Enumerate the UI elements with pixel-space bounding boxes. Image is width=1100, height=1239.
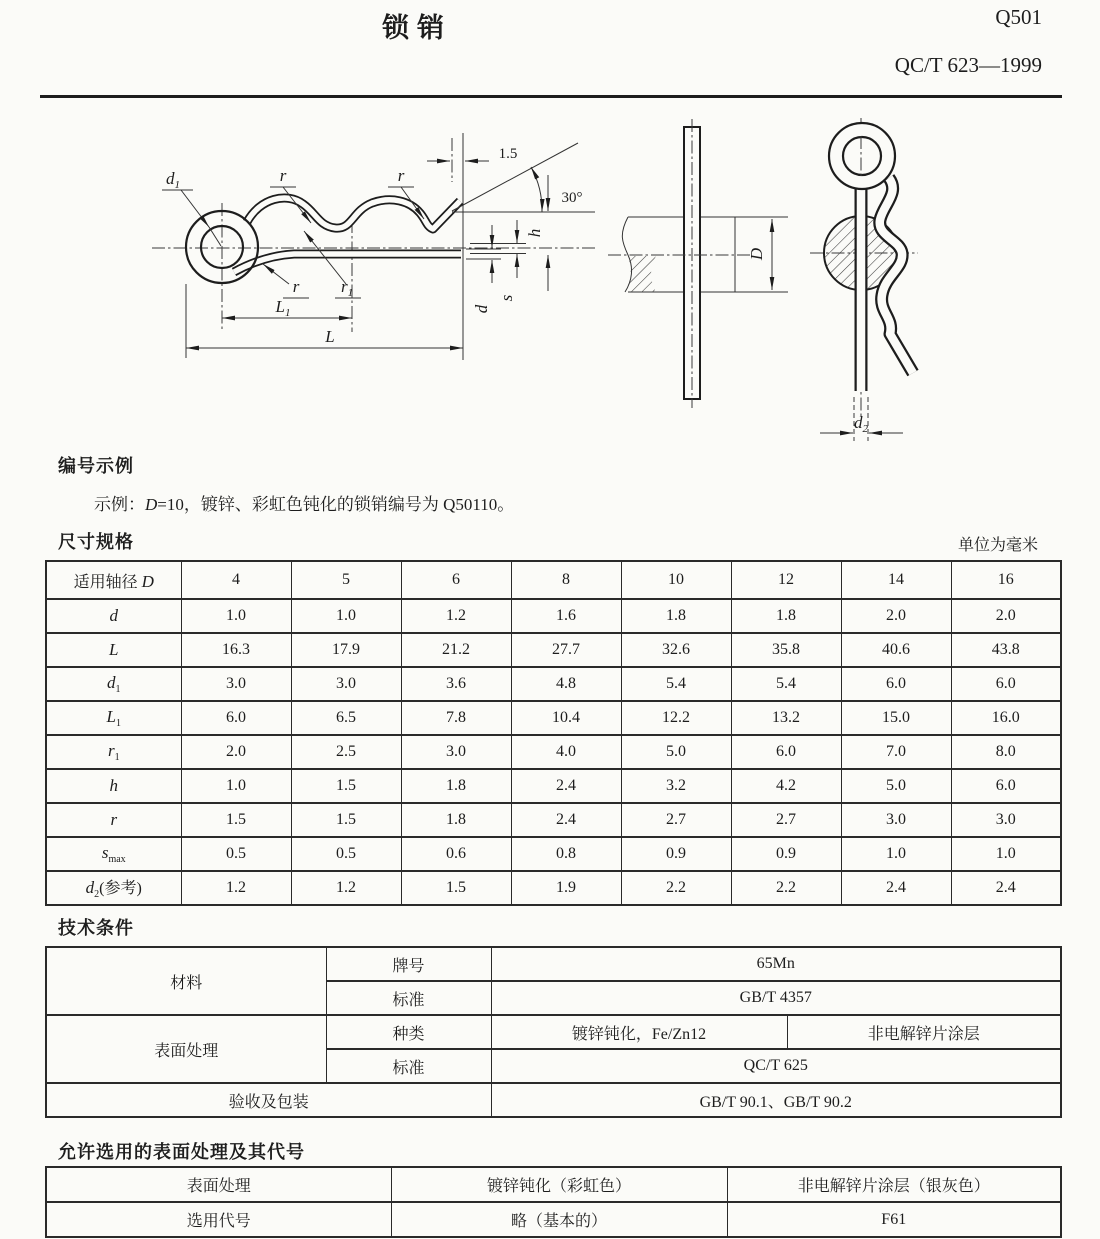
dim-cell: 2.4: [511, 769, 621, 803]
dim-cell: 5.4: [621, 667, 731, 701]
dim-row: [46, 769, 1061, 803]
standard-number: QC/T 623—1999: [894, 53, 1042, 77]
dim-row-label: $d_2$(参考): [46, 871, 181, 905]
dim-cell: 27.7: [511, 633, 621, 667]
dim-cell: 0.8: [511, 837, 621, 871]
dim-cell: 6.0: [181, 701, 291, 735]
table-row: [46, 1015, 1061, 1049]
h-label: h: [525, 228, 544, 238]
material-std-value-cell: GB/T 4357: [491, 981, 1061, 1015]
dim-row-label: r: [46, 803, 181, 837]
r-label: r: [397, 166, 405, 185]
dim-header-value: 8: [511, 561, 621, 599]
dim-cell: 32.6: [621, 633, 731, 667]
section-heading-numbering: 编号示例: [58, 456, 134, 476]
header-divider: [40, 95, 1062, 98]
dim-cell: 35.8: [731, 633, 841, 667]
dim-cell: 16.0: [951, 701, 1061, 735]
side-view: [152, 133, 598, 360]
r1-label: $r_1$: [340, 277, 354, 299]
dim-cell: 1.0: [181, 599, 291, 633]
dim-cell: 16.3: [181, 633, 291, 667]
material-label-cell: 材料: [46, 947, 326, 1015]
dim-row-label: $d_1$: [46, 667, 181, 701]
dim-header-value: 10: [621, 561, 731, 599]
dim-header-value: 6: [401, 561, 511, 599]
installed-front-view: [810, 118, 918, 441]
table-row: [46, 947, 1061, 981]
dim-cell: 5.0: [621, 735, 731, 769]
dim-row: [46, 803, 1061, 837]
dim-cell: 1.8: [401, 769, 511, 803]
dim-row: [46, 735, 1061, 769]
D-label: D: [747, 247, 766, 261]
dim-cell: 1.0: [951, 837, 1061, 871]
doc-code: Q501: [995, 5, 1042, 29]
dim-cell: 1.0: [181, 769, 291, 803]
dim-cell: 1.0: [841, 837, 951, 871]
dim-cell: 15.0: [841, 701, 951, 735]
dim-cell: 1.6: [511, 599, 621, 633]
dim-cell: 1.9: [511, 871, 621, 905]
dim-cell: 3.0: [181, 667, 291, 701]
d-label: d: [472, 304, 491, 314]
dim-cell: 2.7: [621, 803, 731, 837]
dim-header-value: 14: [841, 561, 951, 599]
codes-header-cell: 表面处理: [46, 1167, 391, 1202]
dim-cell: 5.4: [731, 667, 841, 701]
dim-row: [46, 701, 1061, 735]
dim-cell: 13.2: [731, 701, 841, 735]
s-label: s: [497, 294, 516, 302]
d1-label: $d_1$: [166, 169, 180, 191]
leader-line: [181, 190, 209, 227]
dim-cell: 2.0: [951, 599, 1061, 633]
dim-cell: 3.0: [401, 735, 511, 769]
grade-key-cell: 牌号: [326, 947, 491, 981]
dim-row: [46, 633, 1061, 667]
dim-cell: 2.5: [291, 735, 401, 769]
eye-loop-inner: [843, 137, 881, 175]
dim-row: [46, 871, 1061, 905]
section-heading-surface-codes: 允许选用的表面处理及其代号: [58, 1142, 305, 1162]
codes-header-cell: 非电解锌片涂层（银灰色）: [727, 1167, 1061, 1202]
dim-cell: 7.8: [401, 701, 511, 735]
leader-line: [263, 264, 289, 284]
dim-cell: 7.0: [841, 735, 951, 769]
surface-type-value-cell: 非电解锌片涂层: [787, 1015, 1061, 1049]
codes-value-cell: 选用代号: [46, 1202, 391, 1237]
codes-value-cell: F61: [727, 1202, 1061, 1237]
section-heading-dimensions: 尺寸规格: [58, 532, 134, 552]
dim-row-label: $s_{max}$: [46, 837, 181, 871]
dim-cell: 1.2: [291, 871, 401, 905]
table-row: [46, 1083, 1061, 1117]
dim-table-body: [46, 561, 1061, 905]
angle-arc: [531, 167, 542, 212]
dim-cell: 1.5: [401, 871, 511, 905]
d2-label: $d_2$: [854, 413, 868, 435]
dimension-table: [45, 560, 1062, 906]
dim-cell: 1.5: [291, 803, 401, 837]
dim-header-value: 4: [181, 561, 291, 599]
technical-conditions-table: [45, 946, 1062, 1118]
acceptance-label-cell: 验收及包装: [46, 1083, 491, 1117]
angle-label: 30°: [561, 190, 583, 206]
installed-side-view: [608, 119, 788, 408]
surface-std-value-cell: QC/T 625: [491, 1049, 1061, 1083]
dim-cell: 4.8: [511, 667, 621, 701]
dim-cell: 2.0: [181, 735, 291, 769]
r-label: r: [279, 166, 287, 185]
dim-header-row: [46, 561, 1061, 599]
dim-cell: 0.9: [621, 837, 731, 871]
dim-cell: 6.0: [841, 667, 951, 701]
table-row: [46, 1202, 1061, 1237]
unit-note: 单位为毫米: [957, 537, 1038, 554]
section-hatch: [625, 256, 656, 292]
dim-cell: 2.4: [841, 871, 951, 905]
dim-cell: 1.5: [291, 769, 401, 803]
surface-type-key-cell: 种类: [326, 1015, 491, 1049]
dim-cell: 4.2: [731, 769, 841, 803]
dim-cell: 2.4: [511, 803, 621, 837]
dim-cell: 43.8: [951, 633, 1061, 667]
technical-drawing: [0, 103, 1100, 448]
dim-cell: 3.0: [841, 803, 951, 837]
dim-cell: 21.2: [401, 633, 511, 667]
dim-header-label: 适用轴径 D: [46, 561, 181, 599]
dim-row: [46, 667, 1061, 701]
dim-cell: 3.2: [621, 769, 731, 803]
dim-cell: 10.4: [511, 701, 621, 735]
variable-D: D: [145, 495, 158, 514]
dim-cell: 1.0: [291, 599, 401, 633]
L1-label: $L_1$: [275, 297, 291, 319]
dim-cell: 1.5: [181, 803, 291, 837]
grade-value-cell: 65Mn: [491, 947, 1061, 981]
dim-cell: 1.8: [621, 599, 731, 633]
dim-cell: 0.5: [291, 837, 401, 871]
dim-cell: 0.9: [731, 837, 841, 871]
dim-row-label: $r_1$: [46, 735, 181, 769]
dim-cell: 2.2: [621, 871, 731, 905]
dim-cell: 17.9: [291, 633, 401, 667]
surface-std-key-cell: 标准: [326, 1049, 491, 1083]
dim-row: [46, 837, 1061, 871]
dim-cell: 3.6: [401, 667, 511, 701]
dim-cell: 6.5: [291, 701, 401, 735]
dim-row-label: h: [46, 769, 181, 803]
dim-cell: 6.0: [731, 735, 841, 769]
dim-header-value: 16: [951, 561, 1061, 599]
dim-row-label: $L_1$: [46, 701, 181, 735]
L-label: L: [325, 327, 335, 346]
surface-codes-table: [45, 1166, 1062, 1238]
dim-cell: 1.2: [181, 871, 291, 905]
dim-row-label: L: [46, 633, 181, 667]
dim-cell: 2.2: [731, 871, 841, 905]
dim-cell: 6.0: [951, 769, 1061, 803]
codes-value-cell: 略（基本的）: [391, 1202, 727, 1237]
section-heading-technical: 技术条件: [58, 918, 134, 938]
dim-row: [46, 599, 1061, 633]
dim-cell: 1.8: [401, 803, 511, 837]
dim-cell: 2.4: [951, 871, 1061, 905]
dim-cell: 6.0: [951, 667, 1061, 701]
surface-label-cell: 表面处理: [46, 1015, 326, 1083]
dim-cell: 2.7: [731, 803, 841, 837]
dim-cell: 3.0: [951, 803, 1061, 837]
dim-cell: 1.2: [401, 599, 511, 633]
numbering-example-text: 示例：D=10，镀锌、彩虹色钝化的锁销编号为 Q50110。: [94, 495, 515, 514]
page-title: 锁销: [382, 13, 452, 43]
table-row: [46, 1167, 1061, 1202]
surface-type-value-cell: 镀锌钝化，Fe/Zn12: [491, 1015, 787, 1049]
dim-cell: 0.6: [401, 837, 511, 871]
dim-cell: 4.0: [511, 735, 621, 769]
material-std-key-cell: 标准: [326, 981, 491, 1015]
dim-cell: 2.0: [841, 599, 951, 633]
dim-header-value: 12: [731, 561, 841, 599]
acceptance-value-cell: GB/T 90.1、GB/T 90.2: [491, 1083, 1061, 1117]
dim-cell: 40.6: [841, 633, 951, 667]
tip-offset-label: 1.5: [498, 146, 518, 162]
dim-cell: 5.0: [841, 769, 951, 803]
leader-line: [209, 227, 221, 246]
r-label: r: [292, 277, 300, 296]
dim-row-label: d: [46, 599, 181, 633]
dim-cell: 3.0: [291, 667, 401, 701]
dim-header-value: 5: [291, 561, 401, 599]
dim-cell: 8.0: [951, 735, 1061, 769]
dim-cell: 0.5: [181, 837, 291, 871]
dim-cell: 1.8: [731, 599, 841, 633]
codes-header-cell: 镀锌钝化（彩虹色）: [391, 1167, 727, 1202]
dim-cell: 12.2: [621, 701, 731, 735]
